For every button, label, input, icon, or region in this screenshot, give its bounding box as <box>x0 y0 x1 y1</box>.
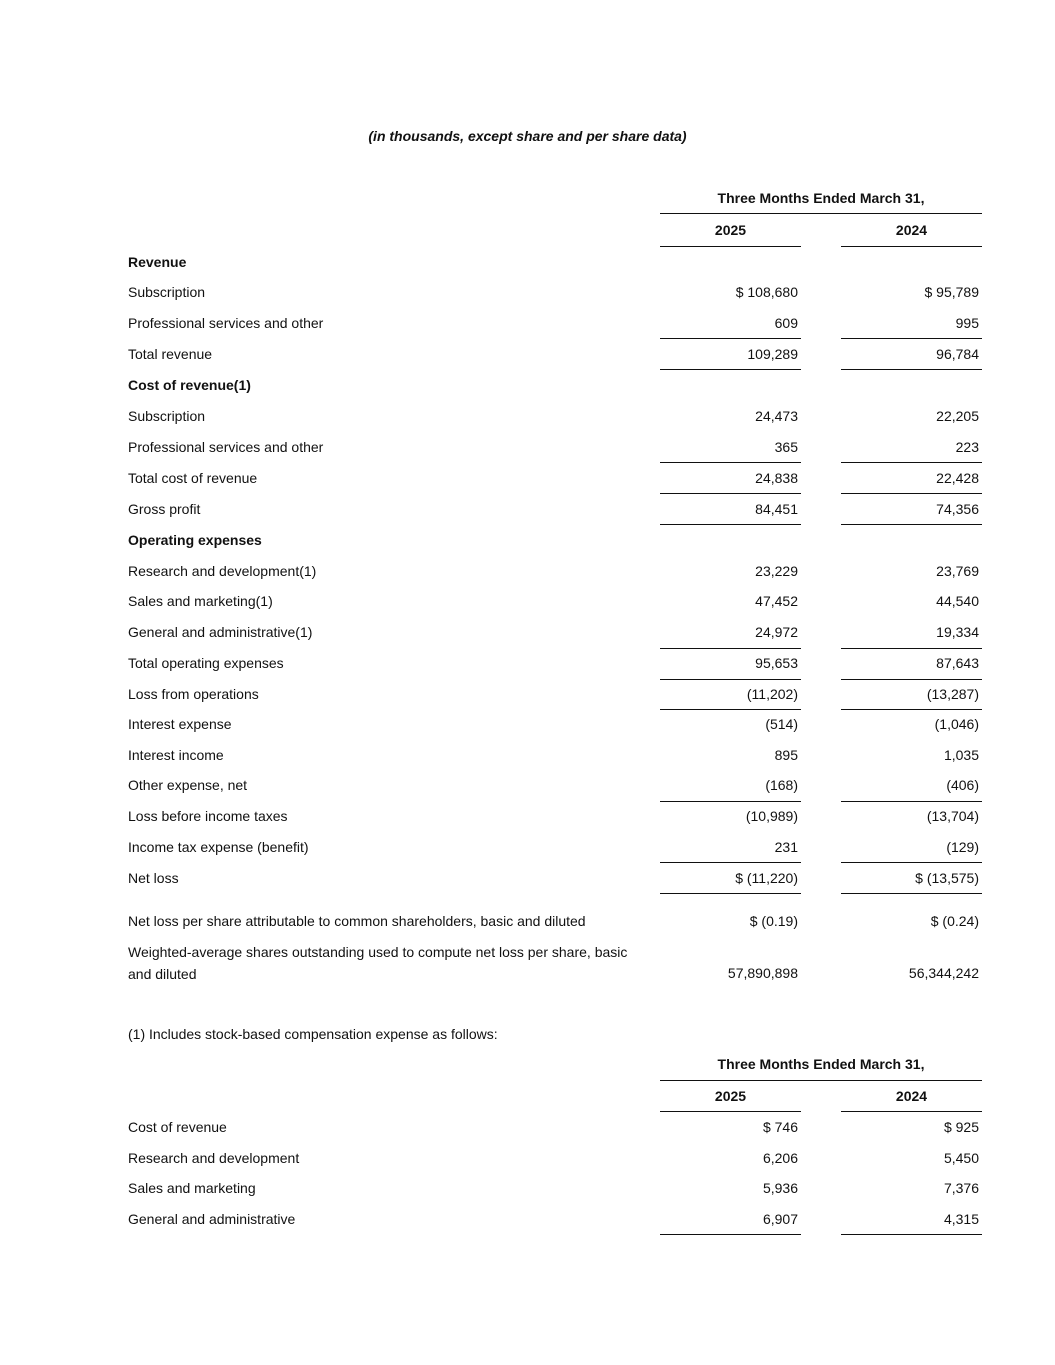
underline-rule-2024 <box>841 679 982 680</box>
row-label: Interest income <box>128 747 224 763</box>
sbc-year-rule-2024 <box>841 1111 982 1112</box>
sbc-final-rule-2025 <box>660 1234 801 1235</box>
sbc-year-2024-header: 2024 <box>895 1088 928 1104</box>
value-2025: 109,289 <box>747 346 798 362</box>
sbc-row <box>0 1180 1055 1200</box>
underline-rule-2025 <box>660 893 801 894</box>
table-row <box>0 408 1055 428</box>
table-row <box>0 563 1055 583</box>
row-label: General and administrative <box>128 1211 296 1227</box>
weighted-shares-row <box>0 965 1055 985</box>
table-row <box>0 501 1055 521</box>
table-row <box>0 439 1055 459</box>
per-share-row <box>0 913 1055 933</box>
sbc-final-rule-2024 <box>841 1234 982 1235</box>
row-label: Total cost of revenue <box>128 470 258 486</box>
underline-rule-2024 <box>841 862 982 863</box>
value-2025: 24,972 <box>755 624 798 640</box>
value-2025: 5,936 <box>762 1180 798 1196</box>
value-2024: (1,046) <box>934 716 979 732</box>
table-row <box>0 655 1055 675</box>
value-2025: 24,473 <box>755 408 798 424</box>
table-row <box>0 284 1055 304</box>
value-2024: 44,540 <box>936 593 979 609</box>
year-rule-2025 <box>660 246 801 247</box>
row-label: Sales and marketing(1) <box>128 593 273 609</box>
value-2025: 47,452 <box>755 593 798 609</box>
table-row <box>0 593 1055 613</box>
value-2025: (514) <box>765 716 798 732</box>
table-row <box>0 839 1055 859</box>
row-label: Total revenue <box>128 346 213 362</box>
value-2025: (11,202) <box>746 686 798 702</box>
value-2024: $ 95,789 <box>924 284 979 300</box>
value-2024: (13,287) <box>926 686 979 702</box>
row-label: General and administrative(1) <box>128 624 313 640</box>
underline-rule-2025 <box>660 862 801 863</box>
value-2024: $ (0.24) <box>930 913 979 929</box>
row-label: Loss before income taxes <box>128 808 288 824</box>
row-label: Subscription <box>128 408 206 424</box>
row-label: Research and development(1) <box>128 563 317 579</box>
row-label: Loss from operations <box>128 686 259 702</box>
underline-rule-2025 <box>660 679 801 680</box>
sbc-row <box>0 1211 1055 1231</box>
value-2024: 5,450 <box>943 1150 979 1166</box>
value-2024: 96,784 <box>936 346 979 362</box>
value-2025: 365 <box>774 439 798 455</box>
value-2025: 231 <box>774 839 798 855</box>
table-row <box>0 747 1055 767</box>
value-2025: 6,907 <box>762 1211 798 1227</box>
value-2024: $ 925 <box>943 1119 979 1135</box>
table-row <box>0 315 1055 335</box>
table-row <box>0 254 1055 274</box>
value-2025: $ 746 <box>762 1119 798 1135</box>
row-label: Gross profit <box>128 501 201 517</box>
table-row <box>0 716 1055 736</box>
underline-rule-2025 <box>660 338 801 339</box>
value-2025: 23,229 <box>755 563 798 579</box>
underline-rule-2024 <box>841 462 982 463</box>
row-label: Operating expenses <box>128 532 262 548</box>
table-row <box>0 377 1055 397</box>
row-label: Net loss <box>128 870 179 886</box>
header-rule <box>660 213 982 214</box>
value-2025: $ (11,220) <box>735 870 798 886</box>
value-2025: 6,206 <box>762 1150 798 1166</box>
value-2025: $ 108,680 <box>735 284 798 300</box>
value-2024: 995 <box>955 315 979 331</box>
underline-rule-2025 <box>660 801 801 802</box>
value-2024: (13,704) <box>926 808 979 824</box>
row-label: Other expense, net <box>128 777 248 793</box>
table-row <box>0 686 1055 706</box>
sbc-period-header: Three Months Ended March 31, <box>717 1056 925 1072</box>
row-label: Income tax expense (benefit) <box>128 839 309 855</box>
value-2024: 1,035 <box>943 747 979 763</box>
value-2024: 4,315 <box>943 1211 979 1227</box>
sbc-header-rule <box>660 1080 982 1081</box>
table-row <box>0 470 1055 490</box>
sbc-row <box>0 1150 1055 1170</box>
underline-rule-2025 <box>660 493 801 494</box>
row-label: Professional services and other <box>128 439 324 455</box>
table-row <box>0 870 1055 890</box>
value-2024: 74,356 <box>936 501 979 517</box>
underline-rule-2025 <box>660 369 801 370</box>
value-2025: 95,653 <box>755 655 798 671</box>
table-subtitle: (in thousands, except share and per share data) <box>368 128 687 144</box>
value-2024: $ (13,575) <box>915 870 979 886</box>
footnote-title: (1) Includes stock-based compensation expense as follows: <box>128 1026 498 1042</box>
year-2025-header: 2025 <box>714 222 747 238</box>
sbc-row <box>0 1119 1055 1139</box>
underline-rule-2024 <box>841 893 982 894</box>
underline-rule-2025 <box>660 648 801 649</box>
underline-rule-2024 <box>841 369 982 370</box>
value-2024: 223 <box>955 439 979 455</box>
value-2024: 7,376 <box>943 1180 979 1196</box>
table-row <box>0 346 1055 366</box>
weighted-shares-label: Weighted-average shares outstanding used to compute net loss per share, basic and diluted <box>128 944 628 982</box>
value-2025: 84,451 <box>755 501 798 517</box>
value-2024: 56,344,242 <box>908 965 979 981</box>
underline-rule-2025 <box>660 524 801 525</box>
underline-rule-2025 <box>660 709 801 710</box>
table-row <box>0 808 1055 828</box>
underline-rule-2024 <box>841 524 982 525</box>
underline-rule-2025 <box>660 462 801 463</box>
value-2024: 19,334 <box>936 624 979 640</box>
period-header: Three Months Ended March 31, <box>717 190 925 206</box>
value-2024: 87,643 <box>936 655 979 671</box>
value-2025: 24,838 <box>755 470 798 486</box>
table-row <box>0 624 1055 644</box>
row-label: Revenue <box>128 254 187 270</box>
underline-rule-2024 <box>841 648 982 649</box>
value-2025: $ (0.19) <box>749 913 798 929</box>
row-label: Research and development <box>128 1150 300 1166</box>
underline-rule-2024 <box>841 709 982 710</box>
row-label: Total operating expenses <box>128 655 284 671</box>
row-label: Subscription <box>128 284 206 300</box>
row-label: Cost of revenue(1) <box>128 377 251 393</box>
sbc-year-rule-2025 <box>660 1111 801 1112</box>
value-2025: 895 <box>774 747 798 763</box>
year-2024-header: 2024 <box>895 222 928 238</box>
value-2025: (168) <box>765 777 798 793</box>
value-2024: (406) <box>946 777 979 793</box>
value-2025: 609 <box>774 315 798 331</box>
row-label: Professional services and other <box>128 315 324 331</box>
value-2024: 22,428 <box>936 470 979 486</box>
value-2025: 57,890,898 <box>727 965 798 981</box>
underline-rule-2024 <box>841 338 982 339</box>
table-row <box>0 532 1055 552</box>
underline-rule-2024 <box>841 493 982 494</box>
underline-rule-2024 <box>841 801 982 802</box>
value-2024: (129) <box>946 839 979 855</box>
row-label: Interest expense <box>128 716 232 732</box>
row-label: Cost of revenue <box>128 1119 227 1135</box>
table-row <box>0 777 1055 797</box>
row-label: Net loss per share attributable to common shareholders, basic and diluted <box>128 913 586 929</box>
value-2024: 23,769 <box>936 563 979 579</box>
sbc-year-2025-header: 2025 <box>714 1088 747 1104</box>
value-2024: 22,205 <box>936 408 979 424</box>
row-label: Sales and marketing <box>128 1180 256 1196</box>
value-2025: (10,989) <box>745 808 798 824</box>
year-rule-2024 <box>841 246 982 247</box>
